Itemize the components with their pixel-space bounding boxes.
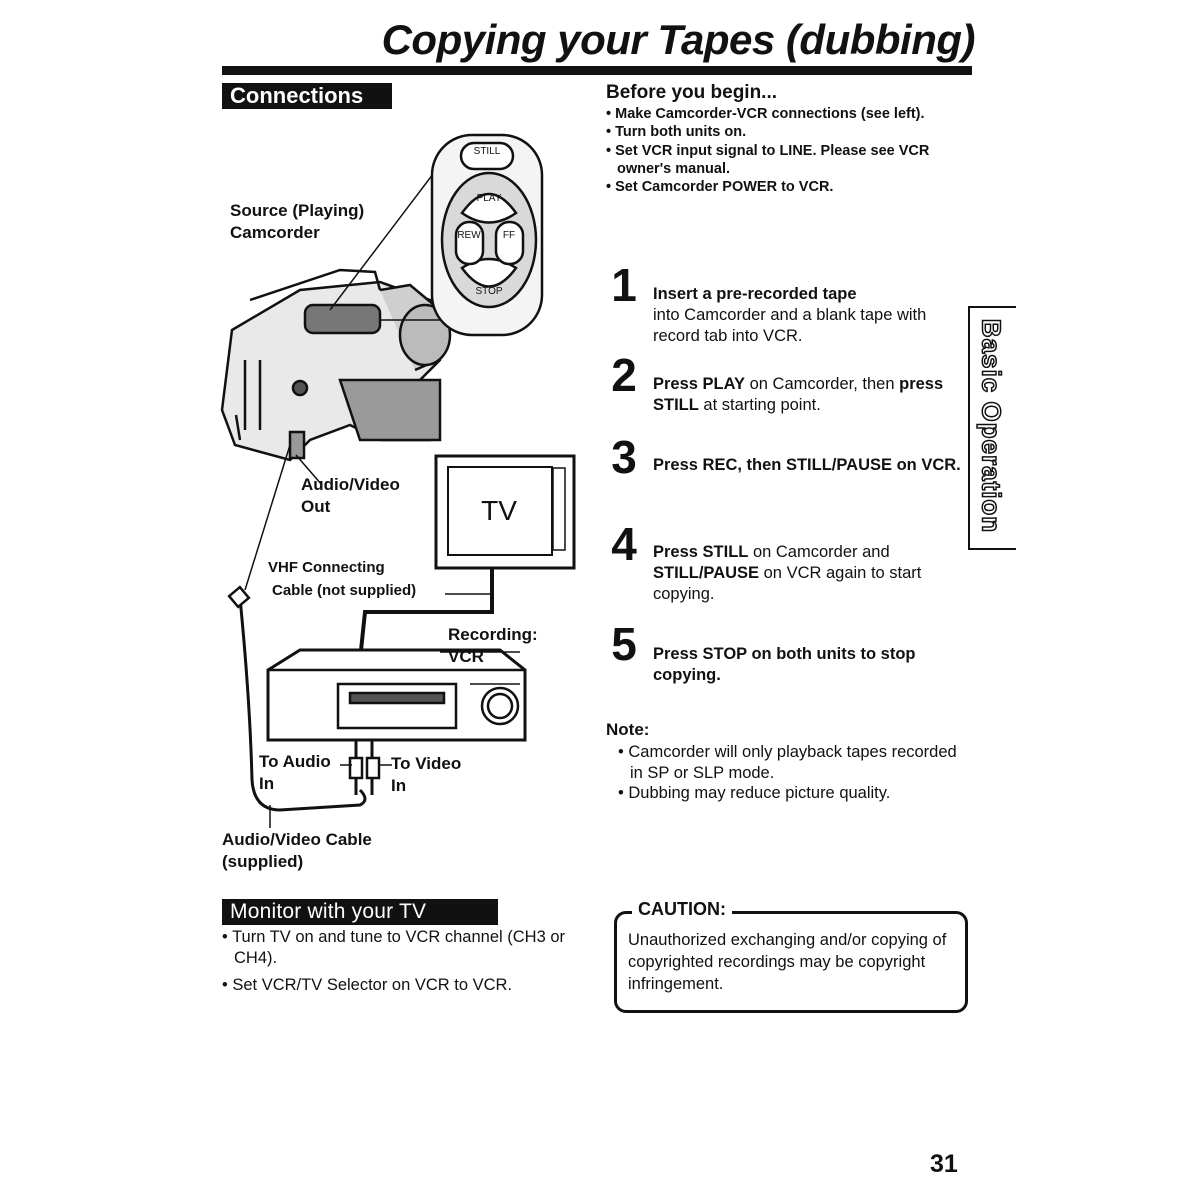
monitor-list [222,927,582,1002]
rew-button-label: REW [457,230,481,241]
recording-vcr-label: Recording: VCR [448,625,538,666]
step-1-text: Insert a pre-recorded tape into Camcorder and a blank tape with record tab into VCR. [653,285,927,345]
list-item: • Set VCR/TV Selector on VCR to VCR. [222,975,582,996]
tv-label: TV [481,495,517,526]
list-item: • Set Camcorder POWER to VCR. [606,178,946,196]
step-4-text: Press STILL on Camcorder and STILL/PAUSE on VCR again to start copying. [653,543,922,603]
step-3-text: Press REC, then STILL/PAUSE on VCR. [653,456,961,474]
note-list [618,742,958,804]
camcorder-grip [340,380,440,440]
vcr-tape-slot [338,684,456,728]
step-1-number: 1 [611,259,637,311]
page-number: 31 [930,1150,958,1178]
caution-title: CAUTION: [632,899,732,920]
source-camcorder-label: Source (Playing) Camcorder [230,201,365,242]
list-item: • Set VCR input signal to LINE. Please see VCR owner's manual. [606,142,946,179]
step-2-text: Press PLAY on Camcorder, then press STILL at starting point. [653,375,944,414]
step-4-number: 4 [611,518,637,570]
step-5-number: 5 [611,618,637,670]
to-video-label: To Video In [391,754,462,795]
stop-button-label: STOP [475,286,503,297]
note-title: Note: [606,720,650,739]
list-item: • Dubbing may reduce picture quality. [618,783,958,804]
ff-button-label: FF [502,230,516,241]
before-list [606,105,946,196]
before-title: Before you begin... [606,82,778,103]
play-button-label: PLAY [476,193,502,204]
still-button-label: STILL [473,146,501,157]
step-5-text: Press STOP on both units to stop copying. [653,645,916,684]
vhf-cable-label: VHF Connecting Cable (not supplied) [268,559,417,599]
to-audio-label: To Audio In [259,752,331,793]
step-3-number: 3 [611,431,637,483]
list-item: • Make Camcorder-VCR connections (see left). [606,105,946,123]
side-tab-label: Basic Operation [976,318,1007,534]
av-out-label: Audio/Video Out [301,475,400,516]
av-cable-label: Audio/Video Cable (supplied) [222,830,372,871]
page-title: Copying your Tapes (dubbing) [381,16,975,63]
camcorder-buttons-panel [305,305,380,333]
connections-heading: Connections [222,83,392,109]
monitor-heading: Monitor with your TV [222,899,498,925]
list-item: • Camcorder will only playback tapes recorded in SP or SLP mode. [618,742,958,783]
caution-text: Unauthorized exchanging and/or copying of copyrighted recordings may be copyright infringement. [628,931,947,993]
list-item: • Turn TV on and tune to VCR channel (CH3 or CH4). [222,927,582,969]
step-2-number: 2 [611,349,637,401]
list-item: • Turn both units on. [606,123,946,141]
